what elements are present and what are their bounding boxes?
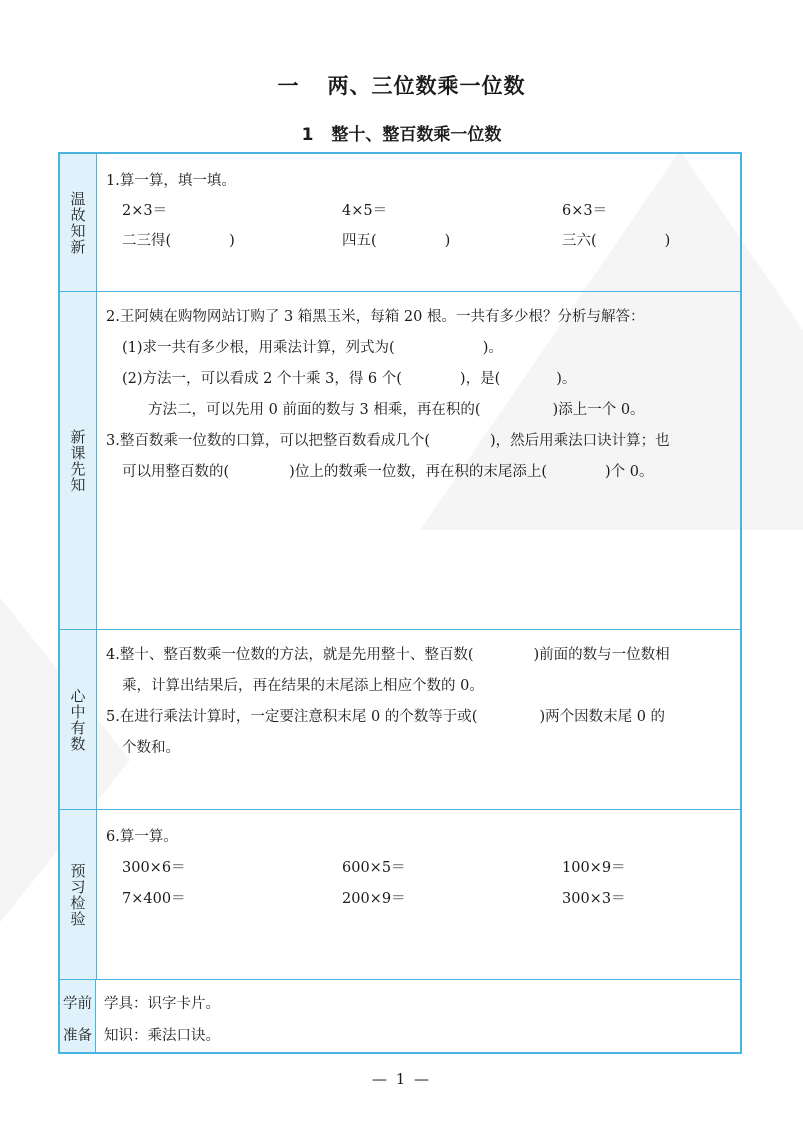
calc-item: 200×9＝ [342, 891, 406, 907]
rhyme-text: 二三得( [122, 233, 172, 249]
worksheet-frame [58, 152, 742, 1054]
section-label-box [60, 630, 97, 809]
prep-knowledge: 知识：乘法口诀。 [104, 1028, 220, 1044]
question-6: 6.算一算。 [106, 829, 178, 845]
text: 4.整十、整百数乘一位数的方法，就是先用整十、整百数( [106, 647, 474, 663]
rhyme-text: 四五( [342, 233, 377, 249]
rhyme-fill [562, 226, 670, 256]
section-label-box [60, 810, 97, 979]
question-5 [106, 702, 665, 732]
text: )。 [556, 371, 577, 387]
text: )位上的数乘一位数，再在积的末尾添上( [289, 464, 547, 480]
bracket-close: ) [664, 233, 671, 249]
bracket-close: ) [444, 233, 451, 249]
section-review [60, 154, 740, 292]
calc-item: 4×5＝ [342, 203, 388, 219]
section-mind [60, 630, 740, 810]
question-4 [106, 640, 670, 670]
section-label-prep-2: 准备 [63, 1028, 92, 1044]
text: )，然后用乘法口诀计算；也 [490, 433, 670, 449]
calc-item: 100×9＝ [562, 860, 626, 876]
section-label-box [60, 154, 97, 291]
text: )。 [482, 340, 503, 356]
calc-item: 300×6＝ [122, 860, 186, 876]
lesson-title-text: 整十、整百数乘一位数 [331, 125, 502, 145]
section-label-review: 温故知新 [68, 190, 87, 255]
question-4-cont: 乘，计算出结果后，再在结果的末尾添上相应个数的 0。 [122, 678, 484, 694]
question-1: 1.算一算，填一填。 [106, 173, 236, 189]
calc-item: 300×3＝ [562, 891, 626, 907]
calc-item: 600×5＝ [342, 860, 406, 876]
question-3 [106, 426, 670, 456]
section-content [104, 980, 732, 1052]
section-content [106, 292, 732, 629]
rhyme-text: 三六( [562, 233, 597, 249]
lesson-number: 1 [301, 125, 314, 145]
question-2-part-3 [148, 395, 645, 425]
calc-item: 2×3＝ [122, 203, 168, 219]
section-content [106, 154, 732, 291]
section-label-preview: 预习检验 [68, 862, 87, 927]
rhyme-fill [122, 226, 235, 256]
section-label-box [60, 292, 97, 629]
section-content [106, 630, 732, 809]
question-2: 2.王阿姨在购物网站订购了 3 箱黑玉米，每箱 20 根。一共有多少根？分析与解答： [106, 309, 645, 325]
text: )添上一个 0。 [552, 402, 645, 418]
section-label-box [60, 980, 96, 1052]
chapter-title-text: 两、三位数乘一位数 [327, 74, 526, 98]
text: 3.整百数乘一位数的口算，可以把整百数看成几个( [106, 433, 430, 449]
section-new [60, 292, 740, 630]
calc-item: 7×400＝ [122, 891, 186, 907]
text: )两个因数末尾 0 的 [539, 709, 666, 725]
question-2-part-1 [122, 333, 503, 363]
question-2-part-2 [122, 364, 576, 394]
text: 方法二，可以先用 0 前面的数与 3 相乘，再在积的( [148, 402, 481, 418]
section-label-mind: 心中有数 [68, 687, 87, 752]
text: (1)求一共有多少根，用乘法计算，列式为( [122, 340, 395, 356]
text: )前面的数与一位数相 [533, 647, 670, 663]
section-content [106, 810, 732, 979]
calc-item: 6×3＝ [562, 203, 608, 219]
question-5-cont: 个数和。 [122, 740, 180, 756]
section-label-new: 新课先知 [68, 428, 87, 493]
section-prep [60, 980, 740, 1052]
text: 可以用整百数的( [122, 464, 230, 480]
text: )，是( [459, 371, 501, 387]
text: )个 0。 [604, 464, 654, 480]
chapter-title [0, 70, 803, 100]
prep-tools: 学具：识字卡片。 [104, 996, 220, 1012]
page-number: — 1 — [371, 1070, 432, 1088]
chapter-number: 一 [277, 74, 300, 98]
bracket-close: ) [229, 233, 235, 249]
rhyme-fill [342, 226, 450, 256]
lesson-title [0, 120, 803, 145]
section-label-prep-1: 学前 [63, 996, 92, 1012]
question-3-cont [122, 457, 653, 487]
text: 5.在进行乘法计算时，一定要注意积末尾 0 的个数等于或( [106, 709, 478, 725]
section-preview [60, 810, 740, 980]
text: (2)方法一，可以看成 2 个十乘 3，得 6 个( [122, 371, 402, 387]
